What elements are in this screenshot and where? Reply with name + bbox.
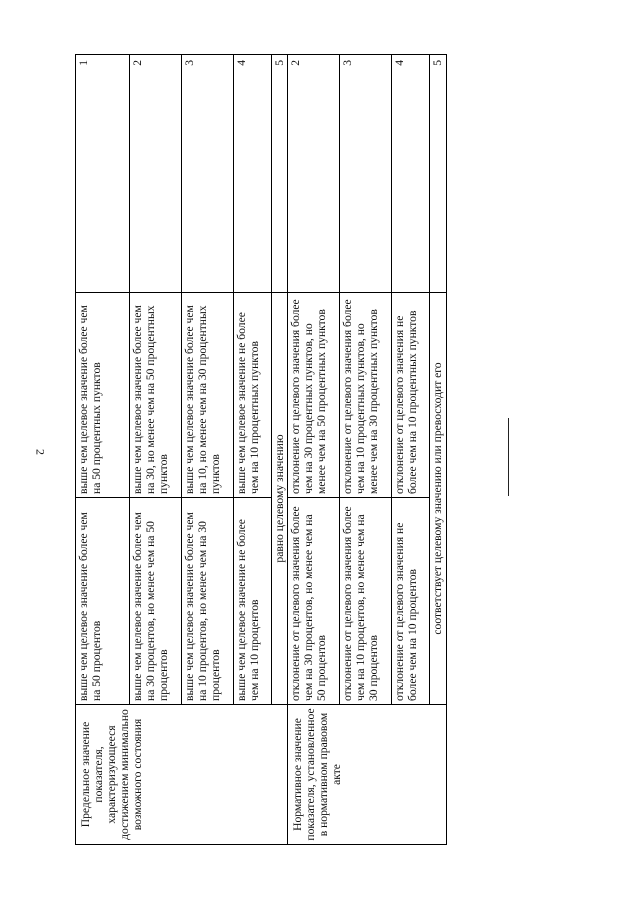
rotated-table-container [75, 55, 445, 845]
separator-line [508, 418, 509, 496]
table-row [76, 55, 130, 845]
group2-label: Нормативное значение показателя, установленное в нормативном правовом акте [288, 705, 447, 845]
table-cell: выше чем целевое значение более чем на 10 процентов, но менее чем на 30 процентов [182, 498, 234, 705]
score-cell: 4 [234, 55, 272, 293]
table-cell: отклонение от целевого значения более чем на 10 процентов, но менее чем на 30 процентов [340, 498, 392, 705]
score-cell: 1 [76, 55, 130, 293]
group1-label: Предельное значение показателя, характеризующееся достижением минимально возможного состояния [76, 705, 288, 845]
equal-cell: равно целевому значению [272, 293, 288, 705]
score-cell: 2 [130, 55, 182, 293]
score-cell: 3 [182, 55, 234, 293]
table-cell: выше чем целевое значение не более чем на 10 процентных пунктов [234, 293, 272, 498]
table-cell: выше чем целевое значение не более чем на 10 процентов [234, 498, 272, 705]
score-cell: 2 [288, 55, 340, 293]
table-cell: отклонение от целевого значения не более чем на 10 процентов [392, 498, 430, 705]
indicator-table [75, 54, 447, 845]
table-cell: отклонение от целевого значения более чем на 10 процентных пунктов, но менее чем на 30 процентных пунктов [340, 293, 392, 498]
page-number: 2 [33, 449, 48, 455]
score-cell: 5 [272, 55, 288, 293]
table-cell: выше чем целевое значение более чем на 50 процентов [76, 498, 130, 705]
table-row [288, 55, 340, 845]
table-cell: выше чем целевое значение более чем на 10, но менее чем на 30 процентных пунктов [182, 293, 234, 498]
table-cell: отклонение от целевого значения более чем на 30 процентных пунктов, но менее чем на 50 процентных пунктов [288, 293, 340, 498]
score-cell: 3 [340, 55, 392, 293]
table-cell: отклонение от целевого значения не более чем на 10 процентных пунктов [392, 293, 430, 498]
table-cell: выше чем целевое значение более чем на 30, но менее чем на 50 процентных пунктов [130, 293, 182, 498]
equal-cell: соответствует целевому значению или превосходит его [430, 293, 447, 705]
table-cell: выше чем целевое значение более чем на 50 процентных пунктов [76, 293, 130, 498]
score-cell: 5 [430, 55, 447, 293]
table-cell: выше чем целевое значение более чем на 30 процентов, но менее чем на 50 процентов [130, 498, 182, 705]
table-cell: отклонение от целевого значения более чем на 30 процентов, но менее чем на 50 процентов [288, 498, 340, 705]
score-cell: 4 [392, 55, 430, 293]
